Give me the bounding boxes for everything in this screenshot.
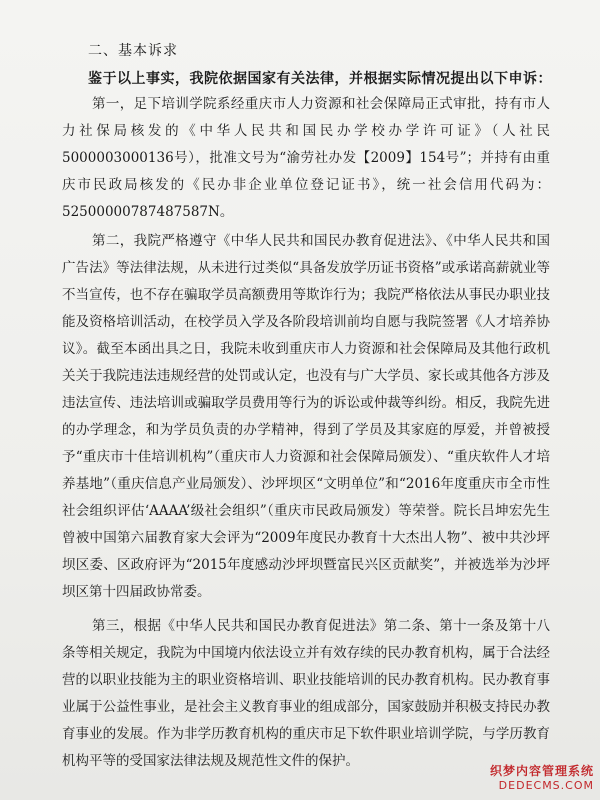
watermark-title: 织梦内容管理系统 [489,764,594,778]
watermark-domain: DEDECMS.COM [498,779,594,792]
paragraph-third: 第三，根据《中华人民共和国民办教育促进法》第二条、第十一条及第十八条等相关规定，我院为中国境内依法设立并有效存续的民办教育机构，属于合法经营的以职业技能为主的职业资格培训、职业技能培训的民办教育机构。民办教育事业属于公益性事业，是社会主义教育事业的组成部分，国家鼓励并积极支持民办教育事业的发展。作为非学历教育机构的重庆市足下软件职业培训学院，与学历教育机构平等的受国家法律法规及规范性文件的保护。 [62,618,550,769]
intro-statement: 鉴于以上事实，我院依据国家有关法律，并根据实际情况提出以下申诉： [88,71,552,87]
paragraph-second: 第二，我院严格遵守《中华人民共和国民办教育促进法》、《中华人民共和国广告法》等法律法规，从未进行过类似“具备发放学历证书资格”或承诺高薪就业等不当宣传，也不存在骗取学员高额费用等欺诈行为；我院严格依法从事民办职业技能及资格培训活动，在校学员入学及各阶段培训前均自愿与我院签署《人才培养协议》。截至本函出具之日，我院未收到重庆市人力资源和社会保障局及其他行政机关关于我院违法违规经营的处罚或认定，也没有与广大学员、家长或其他各方涉及违法宣传、违法培训或骗取学员费用等行为的诉讼或仲裁等纠纷。相反，我院先进的办学理念，和为学员负责的办学精神，得到了学员及其家庭的厚爱，并曾被授予“重庆市十佳培训机构”（重庆市人力资源和社会保障局颁发）、“重庆软件人才培养基地”（重庆信息产业局颁发）、沙坪坝区“文明单位”和“2016年度重庆市全市性社会组织评估‘AAAA’级社会组织”（重庆市民政局颁发）等荣誉。院长吕坤宏先生曾被中国第六届教育家大会评为“2009年度民办教育十大杰出人物”、被中共沙坪坝区委、区政府评为“2015年度感动沙坪坝暨富民兴区贡献奖”，并被选举为沙坪坝区第十四届政协常委。 [62,233,550,600]
watermark [490,762,594,792]
paragraph-first: 第一，足下培训学院系经重庆市人力资源和社会保障局正式审批，持有市人力社保局核发的《中华人民共和国民办学校办学许可证》（人社民 5000003000136号），批准文号为“渝劳社办发【2009】154号”；并持有由重庆市民政局核发的《民办非企业单位登记证书》，统一社会信用代码为：52500000787487587N。 [62,96,550,220]
section-heading: 二、基本诉求 [88,43,178,59]
